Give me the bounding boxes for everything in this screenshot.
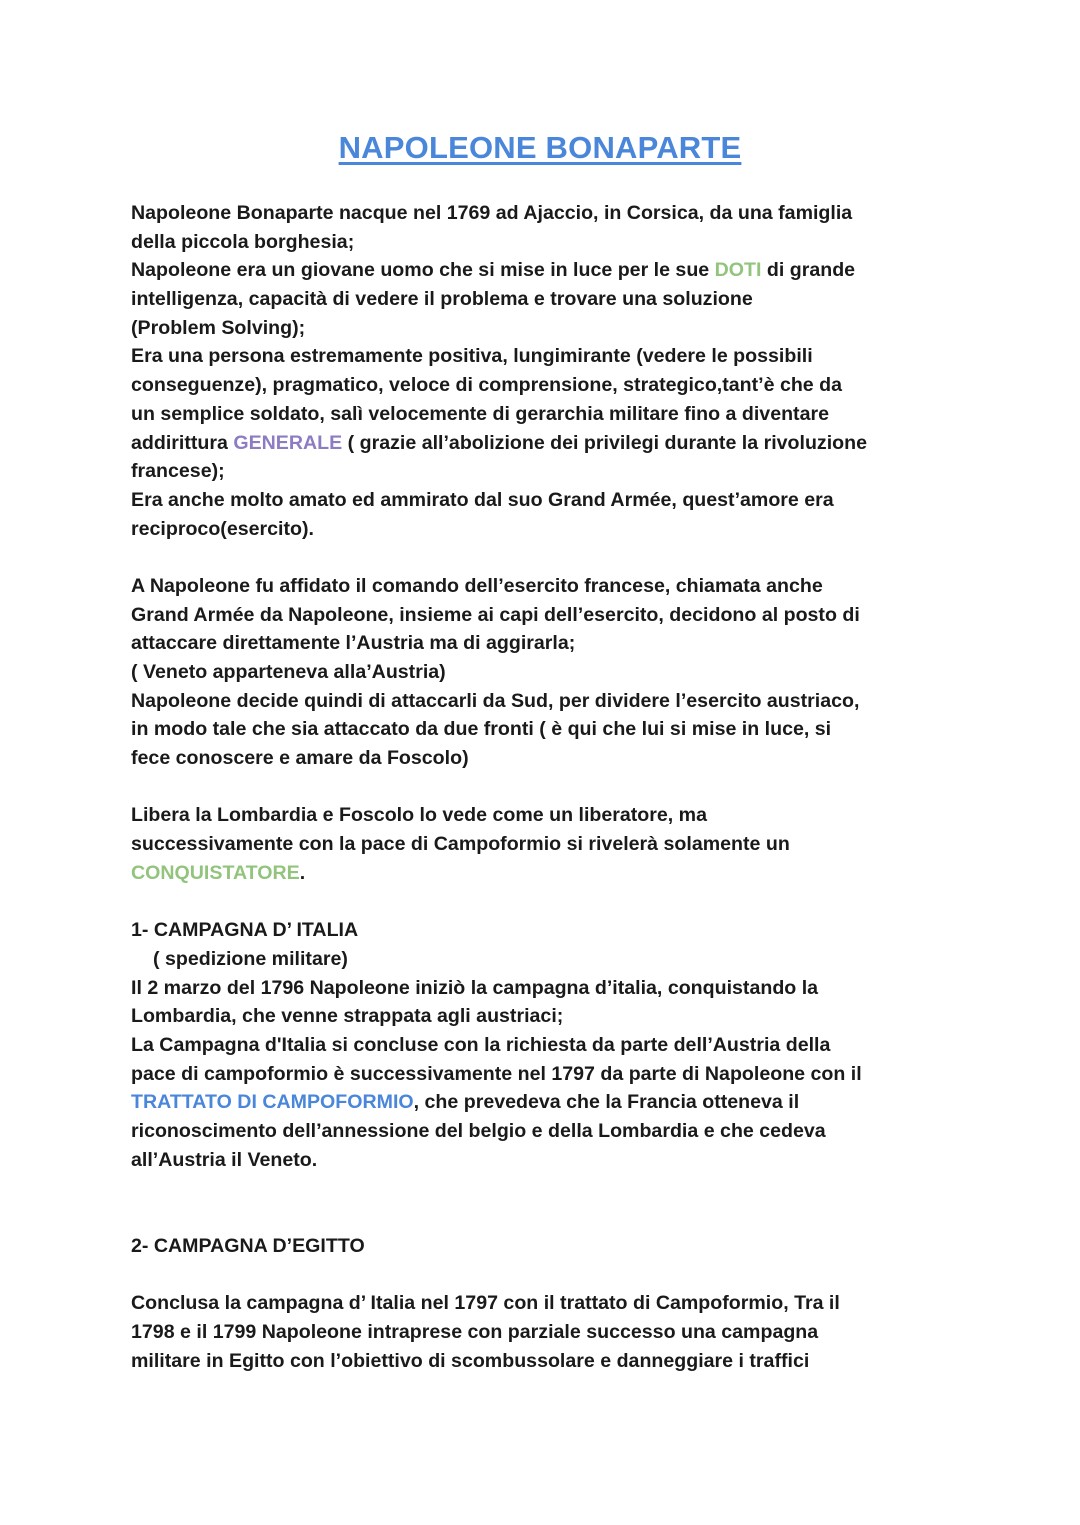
text-line: riconoscimento dell’annessione del belgio e della Lombardia e che cedeva bbox=[131, 1120, 826, 1142]
text-segment: addirittura bbox=[131, 431, 234, 454]
text-line: Era anche molto amato ed ammirato dal suo Grand Armée, quest’amore era bbox=[131, 488, 834, 511]
text-segment: . bbox=[299, 861, 306, 884]
text-line: Era una persona estremamente positiva, lungimirante (vedere le possibili bbox=[131, 345, 813, 368]
text-line: pace di campoformio è successivamente nel 1797 da parte di Napoleone con il bbox=[131, 1062, 862, 1085]
text-line bbox=[131, 256, 961, 285]
section-subheading: ( spedizione militare) bbox=[153, 947, 348, 970]
section-campagna-egitto bbox=[131, 1232, 961, 1375]
text-line: francese); bbox=[131, 460, 225, 483]
text-segment: di grande bbox=[761, 259, 856, 282]
text-segment: Napoleone era un giovane uomo che si mise in luce per le sue bbox=[131, 259, 715, 282]
highlight-conquistatore: CONQUISTATORE bbox=[131, 861, 300, 884]
paragraph-spacer bbox=[131, 1174, 961, 1231]
section-heading: 1- CAMPAGNA D’ ITALIA bbox=[131, 919, 359, 942]
text-line: attaccare direttamente l’Austria ma di aggirarla; bbox=[131, 632, 576, 655]
highlight-doti: DOTI bbox=[714, 259, 762, 282]
paragraph-intro bbox=[131, 199, 961, 543]
text-line: in modo tale che sia attaccato da due fronti ( è qui che lui si mise in luce, si bbox=[131, 718, 832, 741]
text-line: (Problem Solving); bbox=[131, 316, 306, 339]
text-line: Grand Armée da Napoleone, insieme ai capi dell’esercito, decidono al posto di bbox=[131, 603, 860, 626]
text-line: all’Austria il Veneto. bbox=[131, 1148, 318, 1171]
text-line: reciproco(esercito). bbox=[131, 517, 314, 540]
text-line: A Napoleone fu affidato il comando dell’esercito francese, chiamata anche bbox=[131, 574, 823, 597]
text-line: Napoleone Bonaparte nacque nel 1769 ad Ajaccio, in Corsica, da una famiglia bbox=[131, 202, 853, 224]
text-line: fece conoscere e amare da Foscolo) bbox=[131, 747, 469, 770]
text-line: Lombardia, che venne strappata agli austriaci; bbox=[131, 1005, 564, 1028]
section-heading: 2- CAMPAGNA D’EGITTO bbox=[131, 1234, 365, 1257]
page-title: NAPOLEONE BONAPARTE bbox=[338, 130, 742, 165]
text-line: Libera la Lombardia e Foscolo lo vede come un liberatore, ma bbox=[131, 804, 707, 827]
paragraph-spacer bbox=[131, 773, 961, 802]
highlight-generale: GENERALE bbox=[233, 431, 343, 454]
document-body bbox=[131, 199, 961, 1375]
text-line: Napoleone decide quindi di attaccarli da Sud, per dividere l’esercito austriaco, bbox=[131, 689, 860, 712]
text-line: La Campagna d'Italia si concluse con la richiesta da parte dell’Austria della bbox=[131, 1033, 831, 1056]
text-line bbox=[131, 859, 961, 888]
text-line: Conclusa la campagna d’ Italia nel 1797 con il trattato di Campoformio, Tra il bbox=[131, 1292, 840, 1315]
highlight-trattato: TRATTATO DI CAMPOFORMIO bbox=[131, 1091, 414, 1114]
text-line: Il 2 marzo del 1796 Napoleone iniziò la campagna d’italia, conquistando la bbox=[131, 976, 819, 999]
text-line: un semplice soldato, salì velocemente di gerarchia militare fino a diventare bbox=[131, 402, 829, 425]
text-segment: , che prevedeva che la Francia otteneva il bbox=[413, 1091, 800, 1114]
text-line: 1798 e il 1799 Napoleone intraprese con parziale successo una campagna bbox=[131, 1320, 819, 1343]
text-line: della piccola borghesia; bbox=[131, 230, 355, 253]
text-line: successivamente con la pace di Campoformio si rivelerà solamente un bbox=[131, 833, 790, 856]
text-segment: ( grazie all’abolizione dei privilegi durante la rivoluzione bbox=[342, 431, 868, 454]
text-line: intelligenza, capacità di vedere il problema e trovare una soluzione bbox=[131, 288, 753, 311]
paragraph-liberator bbox=[131, 801, 961, 887]
section-campagna-italia bbox=[131, 916, 961, 1174]
text-line: conseguenze), pragmatico, veloce di comprensione, strategico,tant’è che da bbox=[131, 374, 843, 397]
paragraph-spacer bbox=[131, 888, 961, 917]
text-line: ( Veneto apparteneva alla’Austria) bbox=[131, 661, 446, 683]
text-line bbox=[131, 429, 961, 458]
text-line bbox=[131, 1088, 961, 1117]
paragraph-spacer bbox=[131, 543, 961, 572]
paragraph-spacer bbox=[131, 1260, 961, 1289]
paragraph-command bbox=[131, 572, 961, 773]
text-line: militare in Egitto con l’obiettivo di scombussolare e danneggiare i traffici bbox=[131, 1349, 810, 1372]
